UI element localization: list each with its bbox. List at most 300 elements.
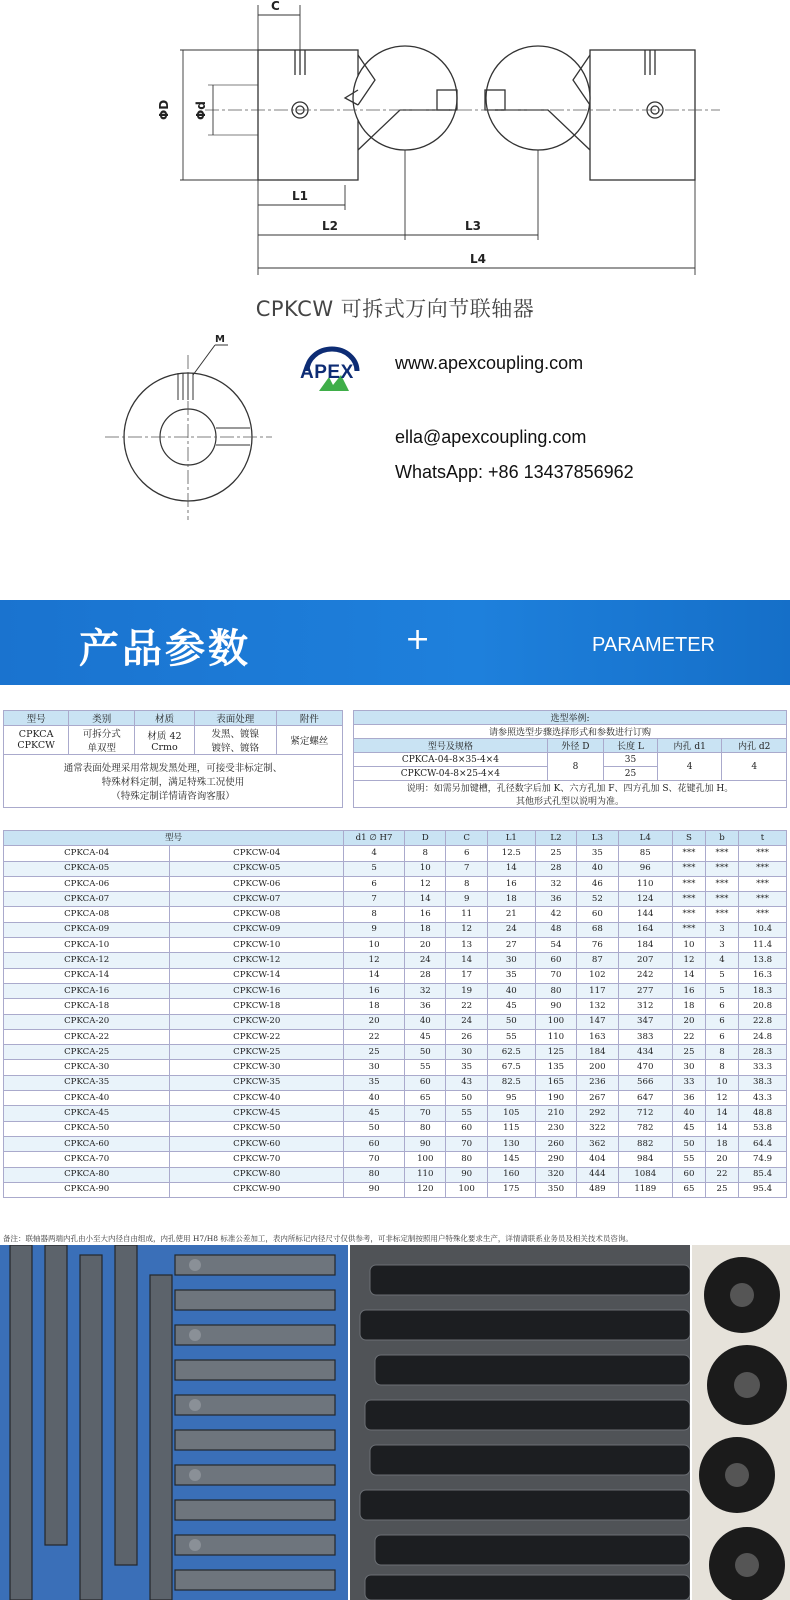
table-cell: 22 bbox=[446, 999, 487, 1014]
table-row bbox=[4, 1121, 787, 1136]
table-cell: 100 bbox=[446, 1182, 487, 1197]
table-cell: 7 bbox=[344, 892, 405, 907]
table-cell: 43.3 bbox=[739, 1091, 787, 1106]
table-row bbox=[4, 1136, 787, 1151]
example-table bbox=[353, 710, 787, 808]
dim-l1: L1 bbox=[292, 189, 308, 203]
table-cell: 190 bbox=[535, 1091, 576, 1106]
table-cell: 160 bbox=[487, 1167, 535, 1182]
table-cell: 24.8 bbox=[739, 1029, 787, 1044]
table-cell: 164 bbox=[618, 922, 672, 937]
col-header: S bbox=[672, 831, 705, 846]
table-row bbox=[4, 1014, 787, 1029]
table-row bbox=[4, 1060, 787, 1075]
table-cell: CPKCW-20 bbox=[170, 1014, 344, 1029]
table-cell: 117 bbox=[577, 983, 618, 998]
table-cell: 40 bbox=[405, 1014, 446, 1029]
table-cell: CPKCW-22 bbox=[170, 1029, 344, 1044]
table-cell: *** bbox=[739, 892, 787, 907]
plus-icon: + bbox=[405, 622, 431, 657]
table-cell: 22 bbox=[672, 1029, 705, 1044]
table-cell: 350 bbox=[535, 1182, 576, 1197]
table-cell: 20 bbox=[405, 938, 446, 953]
table-cell: 24 bbox=[405, 953, 446, 968]
table-cell: 9 bbox=[344, 922, 405, 937]
table-cell: CPKCW-07 bbox=[170, 892, 344, 907]
table-cell: 21 bbox=[487, 907, 535, 922]
table-cell: CPKCA-20 bbox=[4, 1014, 170, 1029]
table-cell: CPKCW-60 bbox=[170, 1136, 344, 1151]
table-cell: 60 bbox=[405, 1075, 446, 1090]
table-row bbox=[4, 938, 787, 953]
example-title: 选型举例: bbox=[354, 711, 787, 725]
table-cell: 25 bbox=[344, 1045, 405, 1060]
table-cell: 33 bbox=[672, 1075, 705, 1090]
table-cell: 65 bbox=[405, 1091, 446, 1106]
table-cell: 30 bbox=[344, 1060, 405, 1075]
table-cell: 10 bbox=[705, 1075, 738, 1090]
table-cell: 52 bbox=[577, 892, 618, 907]
col-header: 型号 bbox=[4, 831, 344, 846]
table-cell: 20 bbox=[672, 1014, 705, 1029]
table-cell: 80 bbox=[446, 1152, 487, 1167]
table-cell: CPKCA-25 bbox=[4, 1045, 170, 1060]
table-cell: CPKCW-04 bbox=[170, 846, 344, 861]
table-cell: 230 bbox=[535, 1121, 576, 1136]
table-cell: 40 bbox=[487, 983, 535, 998]
table-row bbox=[4, 922, 787, 937]
website-link[interactable]: www.apexcoupling.com bbox=[395, 353, 584, 373]
info-header: 表面处理 bbox=[194, 711, 276, 726]
table-cell: 45 bbox=[344, 1106, 405, 1121]
table-cell: 25 bbox=[672, 1045, 705, 1060]
table-row bbox=[4, 1182, 787, 1197]
table-cell: 53.8 bbox=[739, 1121, 787, 1136]
example-header: 外径 D bbox=[547, 739, 603, 753]
table-cell: 6 bbox=[705, 999, 738, 1014]
table-cell: 144 bbox=[618, 907, 672, 922]
info-accessory: 紧定螺丝 bbox=[276, 726, 342, 755]
table-cell: 85 bbox=[618, 846, 672, 861]
table-cell: CPKCA-04 bbox=[4, 846, 170, 861]
table-cell: 347 bbox=[618, 1014, 672, 1029]
table-cell: 13.8 bbox=[739, 953, 787, 968]
table-cell: 60 bbox=[344, 1136, 405, 1151]
table-cell: 277 bbox=[618, 983, 672, 998]
table-cell: 3 bbox=[705, 922, 738, 937]
table-cell: 36 bbox=[672, 1091, 705, 1106]
table-cell: *** bbox=[672, 846, 705, 861]
table-cell: 38.3 bbox=[739, 1075, 787, 1090]
table-cell: 60 bbox=[672, 1167, 705, 1182]
dim-odi: Φd bbox=[194, 101, 208, 120]
table-cell: 9 bbox=[446, 892, 487, 907]
table-cell: 95.4 bbox=[739, 1182, 787, 1197]
table-row bbox=[4, 1091, 787, 1106]
col-header: L4 bbox=[618, 831, 672, 846]
table-cell: 50 bbox=[446, 1091, 487, 1106]
table-cell: 82.5 bbox=[487, 1075, 535, 1090]
table-cell: 322 bbox=[577, 1121, 618, 1136]
table-cell: 8 bbox=[344, 907, 405, 922]
example-note: 说明：如需另加键槽，孔径数字后加 K、六方孔加 F、四方孔加 S、花键孔加 H。 bbox=[406, 784, 734, 794]
table-cell: 135 bbox=[535, 1060, 576, 1075]
table-cell: 11 bbox=[446, 907, 487, 922]
table-cell: CPKCW-35 bbox=[170, 1075, 344, 1090]
table-cell: 70 bbox=[405, 1106, 446, 1121]
info-surface: 发黑、镀镍 bbox=[211, 729, 259, 740]
table-cell: 125 bbox=[535, 1045, 576, 1060]
table-cell: 70 bbox=[344, 1152, 405, 1167]
table-cell: 110 bbox=[405, 1167, 446, 1182]
table-cell: CPKCA-09 bbox=[4, 922, 170, 937]
table-cell: *** bbox=[739, 846, 787, 861]
table-cell: *** bbox=[672, 892, 705, 907]
table-cell: 145 bbox=[487, 1152, 535, 1167]
table-cell: 18.3 bbox=[739, 983, 787, 998]
example-l: 25 bbox=[604, 767, 658, 781]
table-cell: 55 bbox=[487, 1029, 535, 1044]
table-row bbox=[4, 1075, 787, 1090]
table-cell: CPKCW-80 bbox=[170, 1167, 344, 1182]
table-cell: 14 bbox=[672, 968, 705, 983]
parameter-banner bbox=[0, 600, 790, 685]
table-cell: 18 bbox=[405, 922, 446, 937]
table-cell: 105 bbox=[487, 1106, 535, 1121]
info-model: CPKCW bbox=[17, 740, 55, 751]
table-cell: 20 bbox=[344, 1014, 405, 1029]
table-row bbox=[4, 907, 787, 922]
table-cell: 87 bbox=[577, 953, 618, 968]
whatsapp-text: WhatsApp: +86 13437856962 bbox=[395, 462, 634, 482]
table-cell: 60 bbox=[577, 907, 618, 922]
col-header: L1 bbox=[487, 831, 535, 846]
table-cell: 14 bbox=[446, 953, 487, 968]
table-cell: CPKCA-40 bbox=[4, 1091, 170, 1106]
table-cell: *** bbox=[705, 907, 738, 922]
table-cell: 45 bbox=[487, 999, 535, 1014]
info-table bbox=[3, 710, 343, 808]
parameter-table-body bbox=[4, 846, 787, 1198]
table-row bbox=[4, 953, 787, 968]
table-cell: 18 bbox=[672, 999, 705, 1014]
table-cell: 32 bbox=[405, 983, 446, 998]
table-cell: 90 bbox=[535, 999, 576, 1014]
table-cell: CPKCW-30 bbox=[170, 1060, 344, 1075]
table-cell: 33.3 bbox=[739, 1060, 787, 1075]
table-cell: 22 bbox=[705, 1167, 738, 1182]
end-view-drawing bbox=[100, 330, 290, 520]
table-row bbox=[4, 1029, 787, 1044]
example-l: 35 bbox=[604, 753, 658, 767]
table-cell: 96 bbox=[618, 861, 672, 876]
table-cell: 10 bbox=[344, 938, 405, 953]
table-cell: *** bbox=[672, 922, 705, 937]
table-cell: 68 bbox=[577, 922, 618, 937]
table-cell: 184 bbox=[577, 1045, 618, 1060]
table-cell: 16 bbox=[405, 907, 446, 922]
col-header: L3 bbox=[577, 831, 618, 846]
table-cell: 210 bbox=[535, 1106, 576, 1121]
table-cell: 267 bbox=[577, 1091, 618, 1106]
table-cell: 55 bbox=[446, 1106, 487, 1121]
table-cell: 50 bbox=[344, 1121, 405, 1136]
table-cell: 7 bbox=[446, 861, 487, 876]
col-header: b bbox=[705, 831, 738, 846]
table-cell: 35 bbox=[487, 968, 535, 983]
table-cell: 54 bbox=[535, 938, 576, 953]
table-cell: 362 bbox=[577, 1136, 618, 1151]
table-cell: CPKCW-50 bbox=[170, 1121, 344, 1136]
table-cell: 48.8 bbox=[739, 1106, 787, 1121]
product-photo-hubs bbox=[692, 1245, 790, 1600]
table-cell: 14 bbox=[487, 861, 535, 876]
info-header: 附件 bbox=[276, 711, 342, 726]
table-cell: *** bbox=[705, 861, 738, 876]
table-cell: 32 bbox=[535, 876, 576, 891]
table-row bbox=[4, 983, 787, 998]
table-cell: 242 bbox=[618, 968, 672, 983]
table-cell: CPKCW-14 bbox=[170, 968, 344, 983]
info-category: 可拆分式 bbox=[82, 729, 121, 740]
table-cell: 19 bbox=[446, 983, 487, 998]
table-cell: 35 bbox=[577, 846, 618, 861]
product-photo-black-shafts bbox=[350, 1245, 690, 1600]
table-cell: CPKCA-16 bbox=[4, 983, 170, 998]
table-row bbox=[4, 1106, 787, 1121]
table-cell: 85.4 bbox=[739, 1167, 787, 1182]
table-row bbox=[4, 1045, 787, 1060]
table-cell: CPKCW-10 bbox=[170, 938, 344, 953]
table-cell: CPKCA-12 bbox=[4, 953, 170, 968]
table-cell: *** bbox=[672, 876, 705, 891]
dim-m: M bbox=[215, 334, 225, 345]
table-cell: 28 bbox=[535, 861, 576, 876]
col-header: D bbox=[405, 831, 446, 846]
table-cell: CPKCA-10 bbox=[4, 938, 170, 953]
table-cell: CPKCA-50 bbox=[4, 1121, 170, 1136]
table-cell: 175 bbox=[487, 1182, 535, 1197]
table-cell: 110 bbox=[535, 1029, 576, 1044]
table-cell: 489 bbox=[577, 1182, 618, 1197]
info-header: 类别 bbox=[69, 711, 135, 726]
table-cell: CPKCW-90 bbox=[170, 1182, 344, 1197]
table-cell: 24 bbox=[487, 922, 535, 937]
table-cell: 12 bbox=[672, 953, 705, 968]
table-cell: 16 bbox=[344, 983, 405, 998]
table-cell: 64.4 bbox=[739, 1136, 787, 1151]
table-cell: 45 bbox=[405, 1029, 446, 1044]
table-cell: *** bbox=[672, 861, 705, 876]
table-cell: 132 bbox=[577, 999, 618, 1014]
table-row bbox=[4, 861, 787, 876]
table-cell: 74.9 bbox=[739, 1152, 787, 1167]
table-cell: CPKCW-16 bbox=[170, 983, 344, 998]
table-cell: 6 bbox=[344, 876, 405, 891]
table-cell: 55 bbox=[405, 1060, 446, 1075]
table-cell: 45 bbox=[672, 1121, 705, 1136]
table-cell: 236 bbox=[577, 1075, 618, 1090]
col-header: d1 ∅ H7 bbox=[344, 831, 405, 846]
table-cell: CPKCA-90 bbox=[4, 1182, 170, 1197]
example-header: 内孔 d1 bbox=[657, 739, 722, 753]
table-cell: CPKCW-05 bbox=[170, 861, 344, 876]
table-row bbox=[4, 1152, 787, 1167]
table-cell: CPKCW-40 bbox=[170, 1091, 344, 1106]
table-cell: CPKCA-06 bbox=[4, 876, 170, 891]
info-model: CPKCA bbox=[18, 729, 54, 740]
table-cell: 147 bbox=[577, 1014, 618, 1029]
table-cell: CPKCA-05 bbox=[4, 861, 170, 876]
email-link[interactable]: ella@apexcoupling.com bbox=[395, 427, 587, 447]
table-cell: 782 bbox=[618, 1121, 672, 1136]
table-cell: 200 bbox=[577, 1060, 618, 1075]
info-material: Crmo bbox=[151, 741, 178, 753]
table-cell: 55 bbox=[672, 1152, 705, 1167]
col-header: C bbox=[446, 831, 487, 846]
table-cell: 35 bbox=[446, 1060, 487, 1075]
table-cell: 26 bbox=[446, 1029, 487, 1044]
table-cell: CPKCA-70 bbox=[4, 1152, 170, 1167]
table-cell: CPKCW-06 bbox=[170, 876, 344, 891]
info-note: （特殊定制详情请咨询客服） bbox=[111, 791, 235, 802]
info-note: 通常表面处理采用常规发黑处理，可接受非标定制、 bbox=[63, 763, 283, 774]
table-cell: 14 bbox=[405, 892, 446, 907]
table-cell: 1189 bbox=[618, 1182, 672, 1197]
example-spec: CPKCW-04-8×25-4×4 bbox=[354, 767, 548, 781]
table-cell: 8 bbox=[705, 1045, 738, 1060]
product-photo-shafts bbox=[0, 1245, 348, 1600]
table-cell: 6 bbox=[705, 1029, 738, 1044]
table-cell: CPKCW-08 bbox=[170, 907, 344, 922]
table-cell: 4 bbox=[705, 953, 738, 968]
table-cell: 80 bbox=[405, 1121, 446, 1136]
table-cell: 10.4 bbox=[739, 922, 787, 937]
table-cell: 70 bbox=[535, 968, 576, 983]
table-row bbox=[4, 846, 787, 861]
table-cell: 50 bbox=[672, 1136, 705, 1151]
table-cell: 566 bbox=[618, 1075, 672, 1090]
parameter-table bbox=[3, 830, 787, 1198]
table-cell: 28 bbox=[405, 968, 446, 983]
table-cell: 50 bbox=[487, 1014, 535, 1029]
table-cell: 5 bbox=[705, 983, 738, 998]
table-cell: 24 bbox=[446, 1014, 487, 1029]
col-header: t bbox=[739, 831, 787, 846]
table-cell: 62.5 bbox=[487, 1045, 535, 1060]
table-cell: 30 bbox=[672, 1060, 705, 1075]
table-cell: 100 bbox=[405, 1152, 446, 1167]
dim-l4: L4 bbox=[470, 252, 486, 266]
table-cell: 12 bbox=[344, 953, 405, 968]
table-cell: 18 bbox=[487, 892, 535, 907]
table-cell: CPKCW-25 bbox=[170, 1045, 344, 1060]
example-header: 长度 L bbox=[604, 739, 658, 753]
table-cell: 12 bbox=[705, 1091, 738, 1106]
table-cell: 712 bbox=[618, 1106, 672, 1121]
table-cell: 10 bbox=[405, 861, 446, 876]
table-cell: CPKCW-45 bbox=[170, 1106, 344, 1121]
table-cell: 11.4 bbox=[739, 938, 787, 953]
table-cell: *** bbox=[705, 846, 738, 861]
info-material: 材质 42 bbox=[147, 730, 182, 742]
table-cell: 8 bbox=[705, 1060, 738, 1075]
table-cell: 6 bbox=[446, 846, 487, 861]
table-cell: 20.8 bbox=[739, 999, 787, 1014]
logo-text: APEX bbox=[300, 362, 354, 383]
example-subtitle: 请参照选型步骤选择形式和参数进行订购 bbox=[354, 725, 787, 739]
table-cell: CPKCA-60 bbox=[4, 1136, 170, 1151]
table-cell: 14 bbox=[344, 968, 405, 983]
table-cell: *** bbox=[739, 907, 787, 922]
table-cell: 5 bbox=[705, 968, 738, 983]
example-d2: 4 bbox=[722, 753, 787, 781]
footnote: 备注：联轴器两端内孔由小至大内径自由组成，内孔使用 H7/H8 标准公差加工，表内所标记内径尺寸仅供参考，可非标定制按照用户特殊化要求生产，详情请联系业务员及相关技术员咨询。 bbox=[3, 1234, 633, 1243]
table-row bbox=[4, 968, 787, 983]
table-cell: 100 bbox=[535, 1014, 576, 1029]
table-cell: 434 bbox=[618, 1045, 672, 1060]
table-cell: 67.5 bbox=[487, 1060, 535, 1075]
drawing-title: CPKCW 可拆式万向节联轴器 bbox=[255, 297, 535, 321]
table-row bbox=[4, 1167, 787, 1182]
table-cell: 184 bbox=[618, 938, 672, 953]
table-cell: 35 bbox=[344, 1075, 405, 1090]
table-cell: 90 bbox=[405, 1136, 446, 1151]
table-cell: 28.3 bbox=[739, 1045, 787, 1060]
table-cell: 444 bbox=[577, 1167, 618, 1182]
table-cell: 90 bbox=[344, 1182, 405, 1197]
table-cell: 165 bbox=[535, 1075, 576, 1090]
example-d1: 4 bbox=[657, 753, 722, 781]
table-cell: 40 bbox=[672, 1106, 705, 1121]
table-cell: 18 bbox=[705, 1136, 738, 1151]
table-cell: 40 bbox=[344, 1091, 405, 1106]
table-cell: 130 bbox=[487, 1136, 535, 1151]
table-cell: 36 bbox=[535, 892, 576, 907]
table-cell: 16 bbox=[672, 983, 705, 998]
table-cell: CPKCA-80 bbox=[4, 1167, 170, 1182]
example-header: 内孔 d2 bbox=[722, 739, 787, 753]
table-row bbox=[4, 876, 787, 891]
table-row bbox=[4, 892, 787, 907]
table-cell: 16 bbox=[487, 876, 535, 891]
table-cell: 80 bbox=[535, 983, 576, 998]
table-cell: 13 bbox=[446, 938, 487, 953]
table-cell: 8 bbox=[405, 846, 446, 861]
table-cell: 43 bbox=[446, 1075, 487, 1090]
table-cell: 110 bbox=[618, 876, 672, 891]
dim-l2: L2 bbox=[322, 219, 338, 233]
table-cell: 207 bbox=[618, 953, 672, 968]
table-cell: 76 bbox=[577, 938, 618, 953]
table-cell: 320 bbox=[535, 1167, 576, 1182]
table-cell: *** bbox=[739, 861, 787, 876]
dim-od: ΦD bbox=[157, 99, 171, 120]
table-cell: CPKCA-45 bbox=[4, 1106, 170, 1121]
table-cell: 36 bbox=[405, 999, 446, 1014]
table-cell: 647 bbox=[618, 1091, 672, 1106]
table-cell: CPKCA-07 bbox=[4, 892, 170, 907]
info-category: 单双型 bbox=[87, 743, 116, 754]
table-cell: 95 bbox=[487, 1091, 535, 1106]
table-cell: 124 bbox=[618, 892, 672, 907]
col-header: L2 bbox=[535, 831, 576, 846]
info-header: 型号 bbox=[4, 711, 69, 726]
table-cell: 383 bbox=[618, 1029, 672, 1044]
example-header: 型号及规格 bbox=[354, 739, 548, 753]
table-cell: 14 bbox=[705, 1106, 738, 1121]
table-cell: 60 bbox=[446, 1121, 487, 1136]
